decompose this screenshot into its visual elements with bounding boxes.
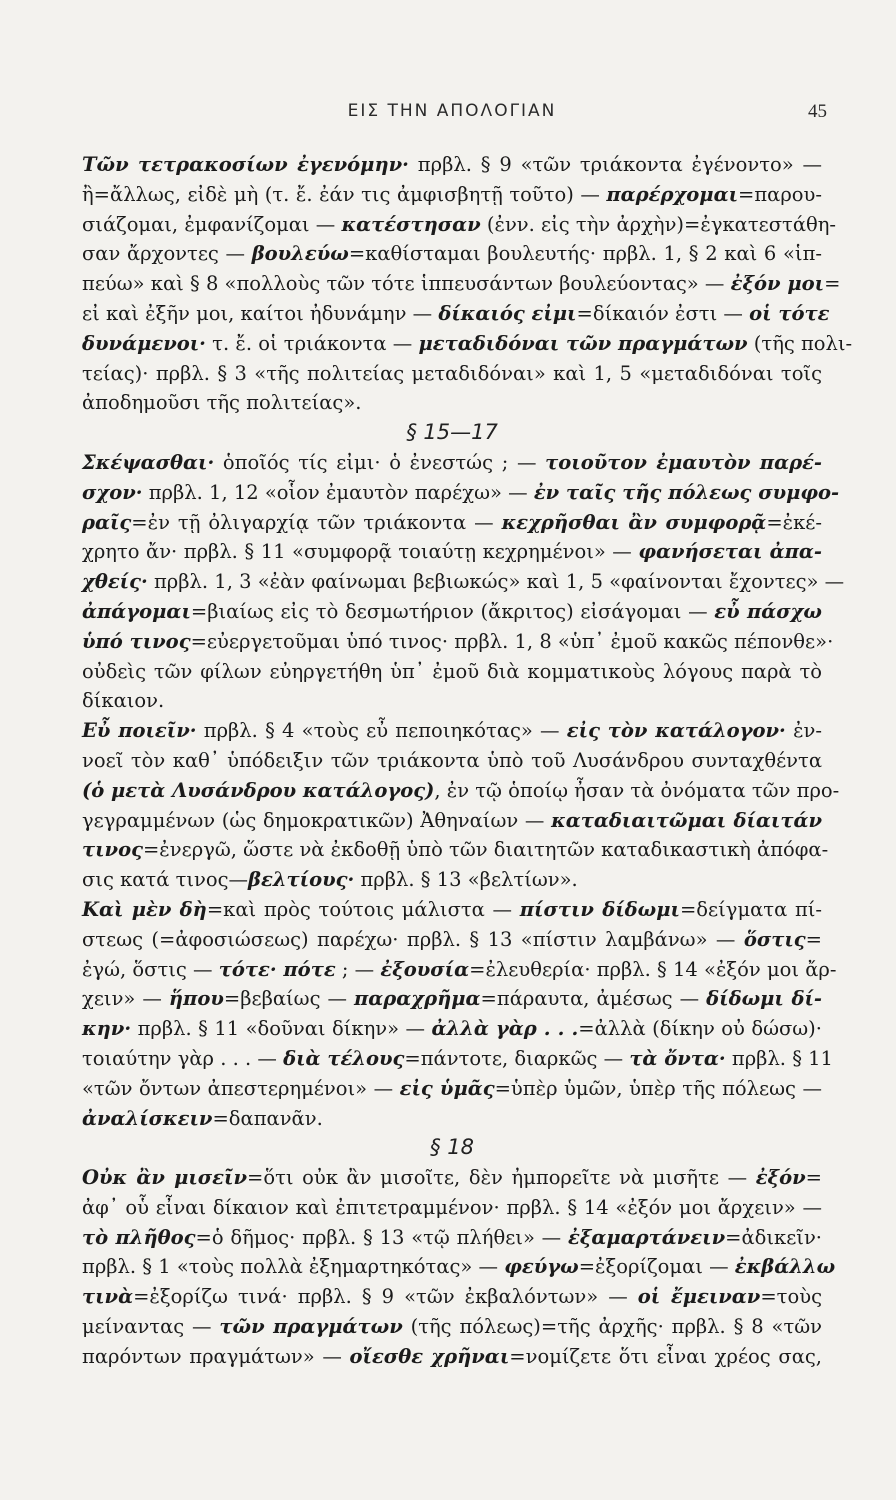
page-number: 45	[808, 101, 827, 122]
text-line: τοιαύτην γὰρ . . . — διὰ τέλους=πάντοτε, διαρκῶς — τὰ ὄντα· πρβλ. § 11	[82, 1046, 833, 1070]
running-head: ΕΙΣ ΤΗΝ ΑΠΟΛΟΓΙΑΝ	[347, 101, 557, 121]
text-line: ἢ=ἄλλως, εἰδὲ μὴ (τ. ἔ. ἐάν τις ἀμφισβητῇ τοῦτο) — παρέρχομαι=παρου-	[82, 182, 822, 206]
section-heading: § 18	[430, 1135, 474, 1160]
text-line: σχον· πρβλ. 1, 12 «οἷον ἐμαυτὸν παρέχω» — ἐν ταῖς τῆς πόλεως συμφο-	[82, 480, 840, 504]
text-line: γεγραμμένων (ὡς δημοκρατικῶν) Ἀθηναίων — καταδιαιτῶμαι δίαιτάν	[82, 808, 822, 832]
text-line: ἀναλίσκειν=δαπανᾶν.	[82, 1106, 323, 1130]
text-line: Σκέψασθαι· ὁποῖός τίς εἰμι· ὁ ἐνεστώς ; — τοιοῦτον ἐμαυτὸν παρέ-	[82, 450, 822, 474]
text-line: σις κατά τινος—βελτίους· πρβλ. § 13 «βελτίων».	[82, 868, 578, 892]
page-header	[82, 101, 827, 129]
text-line: Τῶν τετρακοσίων ἐγενόμην· πρβλ. § 9 «τῶν τριάκοντα ἐγένοντο» —	[82, 153, 822, 176]
text-line: σιάζομαι, ἐμφανίζομαι — κατέστησαν (ἐνν. εἰς τὴν ἀρχὴν)=ἐγκατεστάθη-	[82, 212, 837, 236]
text-line: ἀφ᾽ οὗ εἶναι δίκαιον καὶ ἐπιτετραμμένον· πρβλ. § 14 «ἐξόν μοι ἄρχειν» —	[82, 1195, 822, 1219]
text-line: «τῶν ὄντων ἀπεστερημένοι» — εἰς ὑμᾶς=ὑπὲρ ὑμῶν, ὑπὲρ τῆς πόλεως —	[82, 1076, 822, 1100]
commentary-text	[82, 150, 853, 1372]
text-line: ἀποδημοῦσι τῆς πολιτείας».	[82, 391, 362, 415]
text-line: τινὰ=ἐξορίζω τινά· πρβλ. § 9 «τῶν ἐκβαλόντων» — οἱ ἔμειναν=τοὺς	[82, 1285, 822, 1309]
text-line: εἰ καὶ ἐξῆν μοι, καίτοι ἠδυνάμην — δίκαιός εἰμι=δίκαιόν ἐστι — οἱ τότε	[82, 301, 830, 325]
text-line: χθείς· πρβλ. 1, 3 «ἐὰν φαίνωμαι βεβιωκώς» καὶ 1, 5 «φαίνονται ἔχοντες» —	[82, 570, 845, 594]
text-line: Εὖ ποιεῖν· πρβλ. § 4 «τοὺς εὖ πεποιηκότας» — εἰς τὸν κατάλογον· ἐν-	[82, 719, 822, 743]
text-line: τὸ πλῆθος=ὁ δῆμος· πρβλ. § 13 «τῷ πλήθει» — ἐξαμαρτάνειν=ἀδικεῖν·	[82, 1225, 822, 1249]
text-line: Καὶ μὲν δὴ=καὶ πρὸς τούτοις μάλιστα — πίστιν δίδωμι=δείγματα πί-	[82, 897, 823, 921]
text-line: δίκαιον.	[82, 689, 165, 713]
text-line: (ὁ μετὰ Λυσάνδρου κατάλογος), ἐν τῷ ὁποίῳ ἦσαν τὰ ὀνόματα τῶν προ-	[82, 778, 840, 802]
text-line: ἀπάγομαι=βιαίως εἰς τὸ δεσμωτήριον (ἄκριτος) εἰσάγομαι — εὖ πάσχω	[82, 599, 822, 623]
text-line: ἐγώ, ὅστις — τότε· πότε ; — ἐξουσία=ἐλευθερία· πρβλ. § 14 «ἐξόν μοι ἄρ-	[82, 957, 837, 981]
text-line: στεως (=ἀφοσιώσεως) παρέχω· πρβλ. § 13 «πίστιν λαμβάνω» — ὅστις=	[82, 927, 822, 951]
text-line: χειν» — ἥπου=βεβαίως — παραχρῆμα=πάραυτα, ἀμέσως — δίδωμι δί-	[82, 987, 822, 1011]
text-line: Οὐκ ἂν μισεῖν=ὅτι οὐκ ἂν μισοῖτε, δὲν ἠμπορεῖτε νὰ μισῆτε — ἐξόν=	[82, 1166, 822, 1190]
text-line: μείναντας — τῶν πραγμάτων (τῆς πόλεως)=τῆς ἀρχῆς· πρβλ. § 8 «τῶν	[82, 1315, 822, 1339]
text-line: σαν ἄρχοντες — βουλεύω=καθίσταμαι βουλευτής· πρβλ. 1, § 2 καὶ 6 «ἱπ-	[82, 242, 822, 266]
text-line: οὐδεὶς τῶν φίλων εὐηργετήθη ὑπ᾽ ἐμοῦ διὰ κομματικοὺς λόγους παρὰ τὸ	[82, 659, 822, 683]
text-line: χρητο ἄν· πρβλ. § 11 «συμφορᾷ τοιαύτῃ κεχρημένοι» — φανήσεται ἀπα-	[82, 540, 822, 564]
text-line: κην· πρβλ. § 11 «δοῦναι δίκην» — ἀλλὰ γὰρ . . .=ἀλλὰ (δίκην οὐ δώσω)·	[82, 1017, 822, 1041]
text-line: πρβλ. § 1 «τοὺς πολλὰ ἐξημαρτηκότας» — φεύγω=ἐξορίζομαι — ἐκβάλλω	[82, 1255, 836, 1279]
text-line: πεύω» καὶ § 8 «πολλοὺς τῶν τότε ἱππευσάντων βουλεύοντας» — ἐξόν μοι=	[82, 272, 841, 296]
text-line: δυνάμενοι· τ. ἔ. οἱ τριάκοντα — μεταδιδόναι τῶν πραγμάτων (τῆς πολι-	[82, 331, 853, 355]
text-line: ραῖς=ἐν τῇ ὀλιγαρχίᾳ τῶν τριάκοντα — κεχρῆσθαι ἂν συμφορᾷ=ἐκέ-	[82, 510, 822, 534]
text-line: παρόντων πραγμάτων» — οἴεσθε χρῆναι=νομίζετε ὅτι εἶναι χρέος σας,	[82, 1344, 822, 1368]
section-heading: § 15—17	[406, 420, 498, 445]
text-line: ὑπό τινος=εὐεργετοῦμαι ὑπό τινος· πρβλ. 1, 8 «ὑπ᾽ ἐμοῦ κακῶς πέπονθε»·	[82, 629, 834, 653]
text-line: νοεῖ τὸν καθ᾽ ὑπόδειξιν τῶν τριάκοντα ὑπὸ τοῦ Λυσάνδρου συνταχθέντα	[82, 748, 822, 772]
text-line: τείας)· πρβλ. § 3 «τῆς πολιτείας μεταδιδόναι» καὶ 1, 5 «μεταδιδόναι τοῖς	[82, 361, 822, 385]
text-line: τινος=ἐνεργῶ, ὥστε νὰ ἐκδοθῇ ὑπὸ τῶν διαιτητῶν καταδικαστικὴ ἀπόφα-	[82, 838, 829, 862]
